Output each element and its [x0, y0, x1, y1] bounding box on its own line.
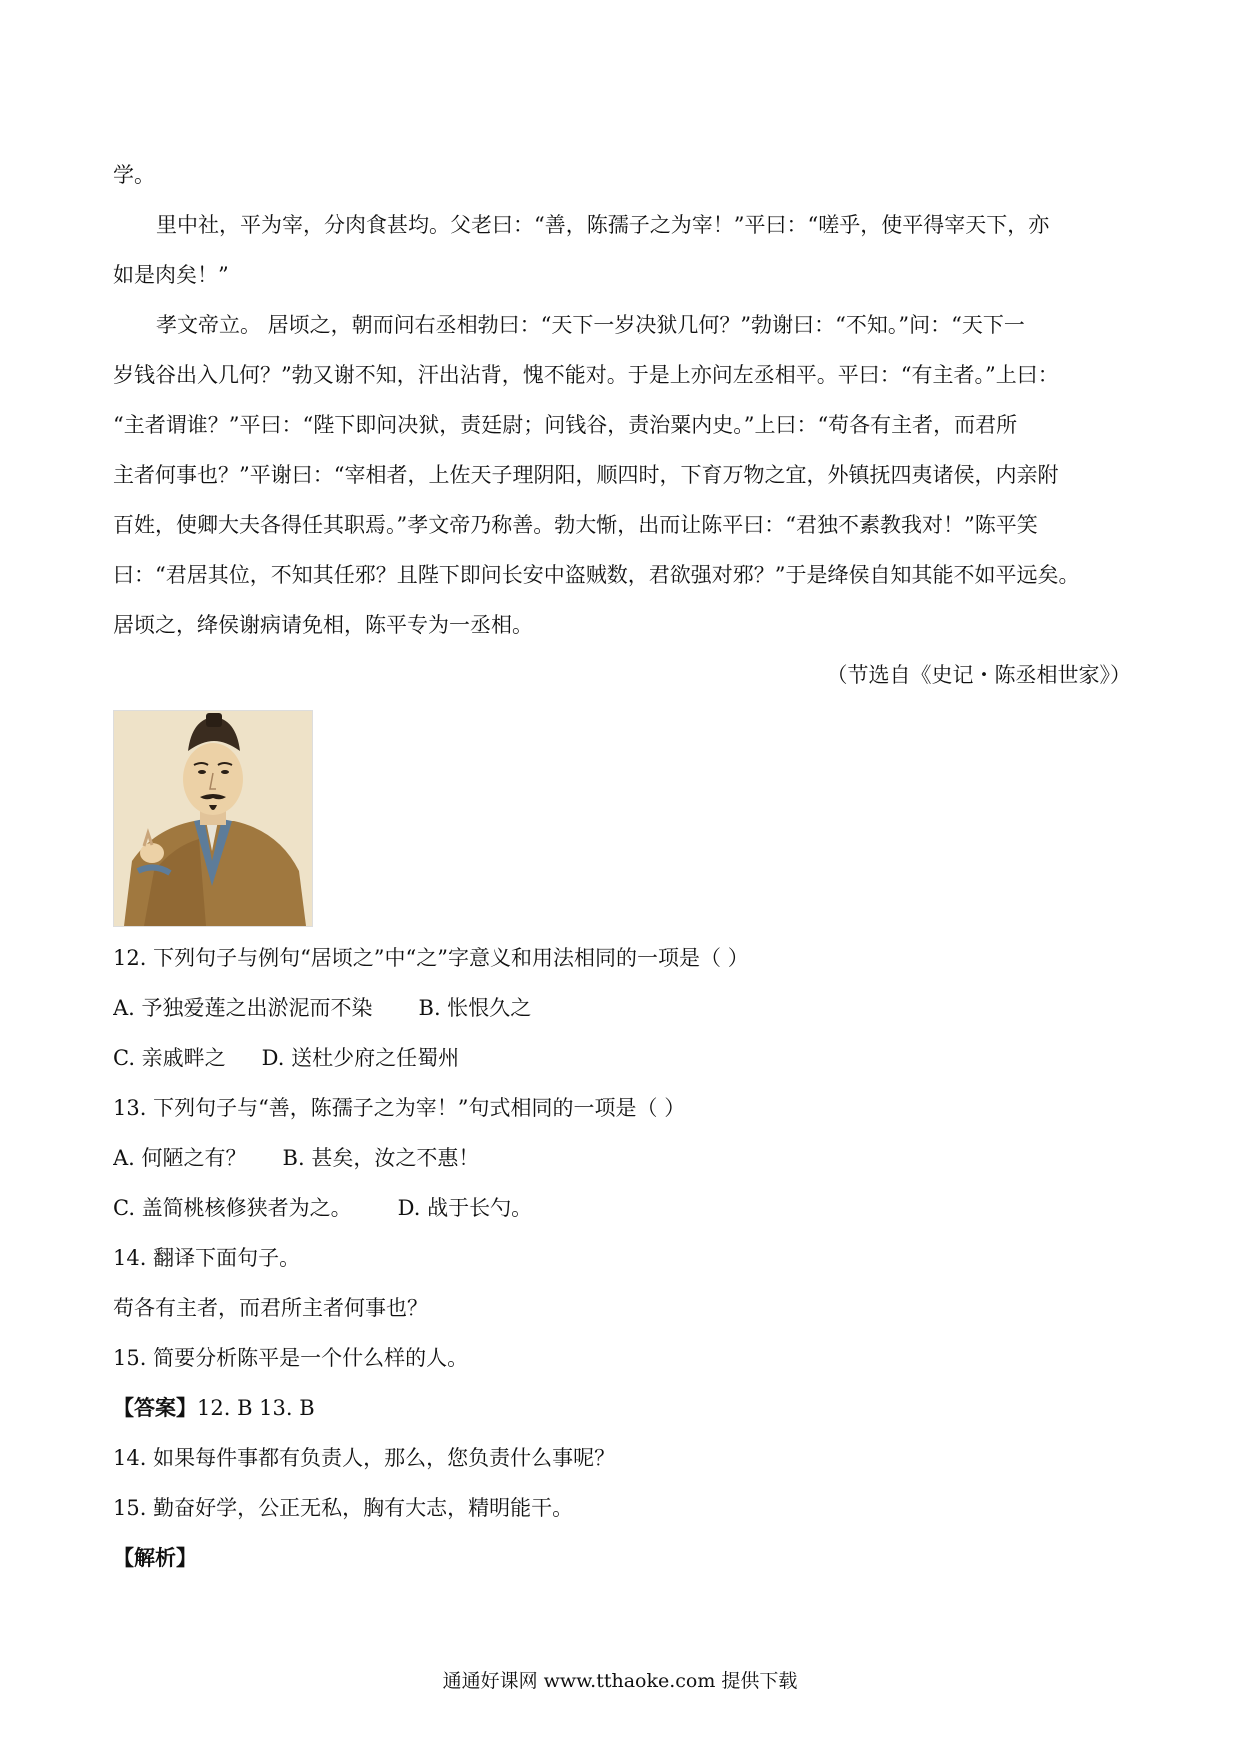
- question-14-text: 苟各有主者，而君所主者何事也？: [113, 1296, 428, 1320]
- document-content: [113, 150, 1131, 1583]
- answer-label: 【答案】: [113, 1395, 197, 1420]
- question-12-options: [113, 1033, 1131, 1083]
- option-b: B. 甚矣，汝之不惠！: [282, 1146, 480, 1170]
- option-a: A. 何陋之有？: [113, 1146, 247, 1170]
- passage-line: 曰：“君居其位，不知其任邪？且陛下即问长安中盗贼数，君欲强对邪？”于是绛侯自知其能不如平远矣。: [113, 563, 1080, 587]
- passage-line: 岁钱谷出入几何？”勃又谢不知，汗出沾背，愧不能对。于是上亦问左丞相平。平曰：“有主者。”上曰：: [113, 363, 1059, 387]
- question-13-options: [113, 1183, 1131, 1233]
- passage-source: （节选自《史记・陈丞相世家》）: [826, 663, 1131, 687]
- portrait-illustration: [114, 711, 312, 926]
- passage-line: 学。: [113, 163, 155, 187]
- passage-line: 里中社，平为宰，分肉食甚均。父老曰：“善，陈孺子之为宰！”平曰：“嗟乎，使平得宰天下，亦: [156, 213, 1050, 237]
- option-d: D. 战于长勺。: [397, 1196, 533, 1220]
- option-c: C. 盖简桃核修狭者为之。: [113, 1196, 352, 1220]
- question-14: 14. 翻译下面句子。: [113, 1246, 301, 1270]
- question-12-options: [113, 983, 1131, 1033]
- passage-line: 孝文帝立。 居顷之，朝而问右丞相勃曰：“天下一岁决狱几何？”勃谢曰：“不知。”问：“天下一: [156, 313, 1025, 337]
- answer-12-13: 12. B 13. B: [197, 1396, 315, 1420]
- option-d: D. 送杜少府之任蜀州: [261, 1046, 460, 1070]
- passage-line: 主者何事也？”平谢曰：“宰相者，上佐天子理阴阳，顺四时，下育万物之宜，外镇抚四夷诸侯，内亲附: [113, 463, 1059, 487]
- answer-line: [113, 1383, 1131, 1433]
- question-15: 15. 简要分析陈平是一个什么样的人。: [113, 1346, 469, 1370]
- answer-15: 15. 勤奋好学，公正无私，胸有大志，精明能干。: [113, 1496, 574, 1520]
- page-footer: 通通好课网 www.tthaoke.com 提供下载: [442, 1670, 798, 1692]
- passage-line: “主者谓谁？”平曰：“陛下即问决狱，责廷尉；问钱谷，责治粟内史。”上曰：“苟各有主者，而君所: [113, 413, 1018, 437]
- question-13-options: [113, 1133, 1131, 1183]
- passage-line: 百姓，使卿大夫各得任其职焉。”孝文帝乃称善。勃大惭，出而让陈平曰：“君独不素教我对！”陈平笑: [113, 513, 1038, 537]
- portrait-image: [113, 710, 313, 927]
- answer-14: 14. 如果每件事都有负责人，那么，您负责什么事呢？: [113, 1446, 616, 1470]
- question-13: 13. 下列句子与“善，陈孺子之为宰！”句式相同的一项是（ ）: [113, 1096, 686, 1120]
- option-c: C. 亲戚畔之: [113, 1046, 226, 1070]
- option-a: A. 予独爱莲之出淤泥而不染: [113, 996, 373, 1020]
- analysis-label: 【解析】: [113, 1545, 197, 1570]
- option-b: B. 怅恨久之: [418, 996, 532, 1020]
- passage-line: 如是肉矣！”: [113, 263, 229, 287]
- passage-line: 居顷之，绛侯谢病请免相，陈平专为一丞相。: [113, 613, 533, 637]
- question-12: 12. 下列句子与例句“居顷之”中“之”字意义和用法相同的一项是（ ）: [113, 946, 749, 970]
